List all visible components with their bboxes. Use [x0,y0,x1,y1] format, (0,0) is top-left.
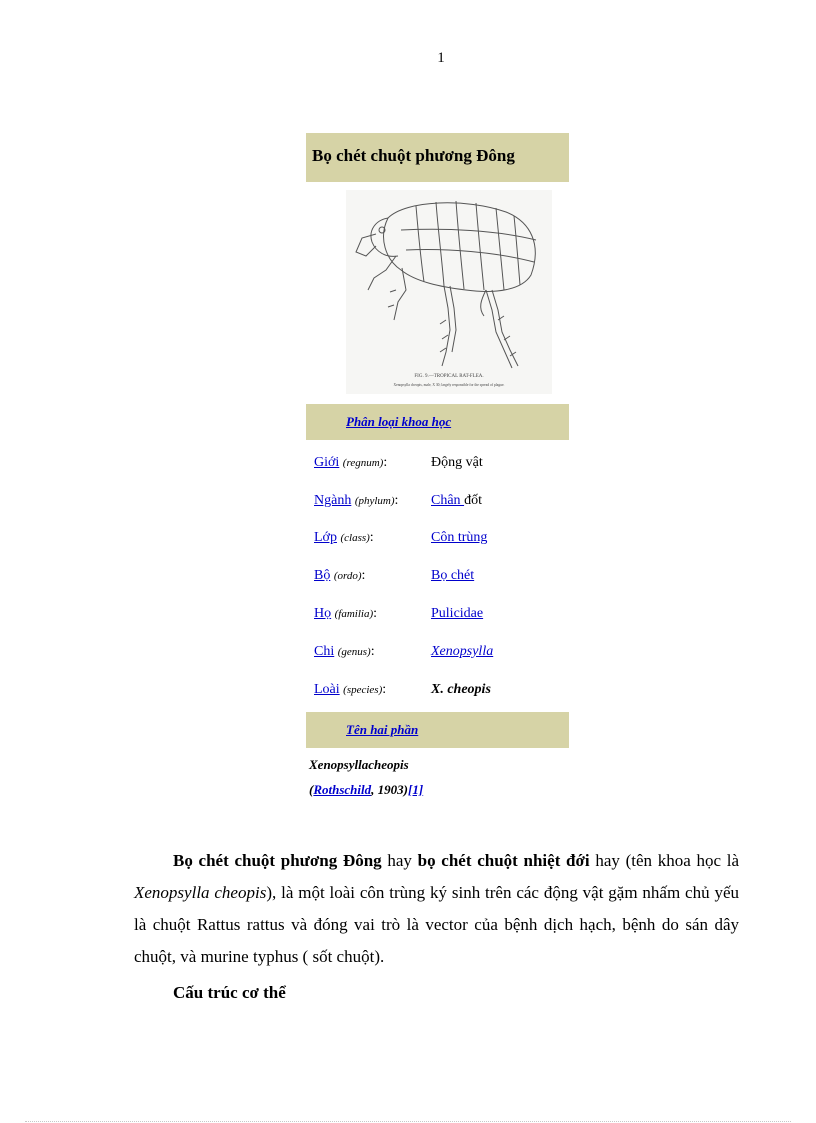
value-link[interactable]: Chân [431,492,465,508]
rank-link[interactable]: Giới [314,454,340,470]
authority: (Rothschild, 1903)[1] [309,782,424,797]
section-heading: Cấu trúc cơ thể [173,983,286,1002]
table-row: Chi (genus): Xenopsylla [314,643,494,659]
common-name-1: Bọ chét chuột phương Đông [173,851,382,870]
classification-link[interactable]: Phân loại khoa học [346,414,452,429]
rank-link[interactable]: Lớp [314,530,337,546]
rank-link[interactable]: Loài [314,681,340,697]
table-row: Giới (regnum): Động vật [314,454,483,470]
intro-paragraph: Bọ chét chuột phương Đông hay bọ chét chuột nhiệt đới hay (tên khoa học là Xenopsylla cheopis), là một loài côn trùng ký sinh trên các động vật gặm nhấm chủ yếu là chuột Rattus rattus và đóng vai trò là vector của bệnh dịch hạch, bệnh do sán dây chuột, và murine typhus ( sốt chuột). [134,851,739,966]
value-link[interactable]: Xenopsylla [431,643,494,659]
rank-value: đốt [464,492,482,508]
rank-latin: (regnum) [342,456,384,469]
rank-value: Động vật [431,454,483,470]
table-row: Ngành (phylum): Chân đốt [314,492,482,508]
species-name: Xenopsyllacheopis [309,757,409,772]
author-link[interactable]: Rothschild [313,782,372,797]
rank-value: X. cheopis [431,681,491,697]
flea-illustration [346,190,552,394]
rank-link[interactable]: Họ [314,606,332,622]
binomial-name [309,752,423,802]
table-row: Loài (species): X. cheopis [314,681,491,697]
rank-link[interactable]: Chi [314,643,335,659]
page-bottom-rule [25,1121,791,1122]
binomial-link[interactable]: Tên hai phần [346,721,419,737]
classification-header [306,404,569,440]
image-caption-line2: Xenopsylla cheopis, male, X 30; largely responsible for the spread of plague. [393,383,505,387]
rank-latin: (ordo) [333,570,362,583]
rank-latin: (phylum) [354,494,395,507]
binomial-header [306,712,569,748]
rank-latin: (genus) [337,645,371,658]
rank-latin: (species) [343,683,383,696]
taxobox [306,133,569,748]
page-number: 1 [437,50,445,66]
taxobox-image-container [306,182,569,404]
reference-link[interactable]: [1] [407,782,424,797]
value-link[interactable]: Pulicidae [431,606,484,622]
rank-latin: (familia) [334,608,374,621]
rank-link[interactable]: Bộ [314,568,331,584]
taxobox-title: Bọ chét chuột phương Đông [306,133,569,182]
value-link[interactable]: Bọ chét [431,568,475,584]
common-name-2: bọ chét chuột nhiệt đới [417,851,590,870]
classification-table [306,440,569,712]
value-link[interactable]: Côn trùng [431,530,488,546]
rank-latin: (class) [340,532,370,545]
scientific-name: Xenopsylla cheopis [134,883,267,902]
image-caption-line1: FIG. 9.—TROPICAL RAT-FLEA. [414,374,484,379]
table-row: Bộ (ordo): Bọ chét [314,568,475,584]
rank-link[interactable]: Ngành [314,492,352,508]
table-row: Lớp (class): Côn trùng [314,530,488,546]
table-row: Họ (familia): Pulicidae [314,606,484,622]
